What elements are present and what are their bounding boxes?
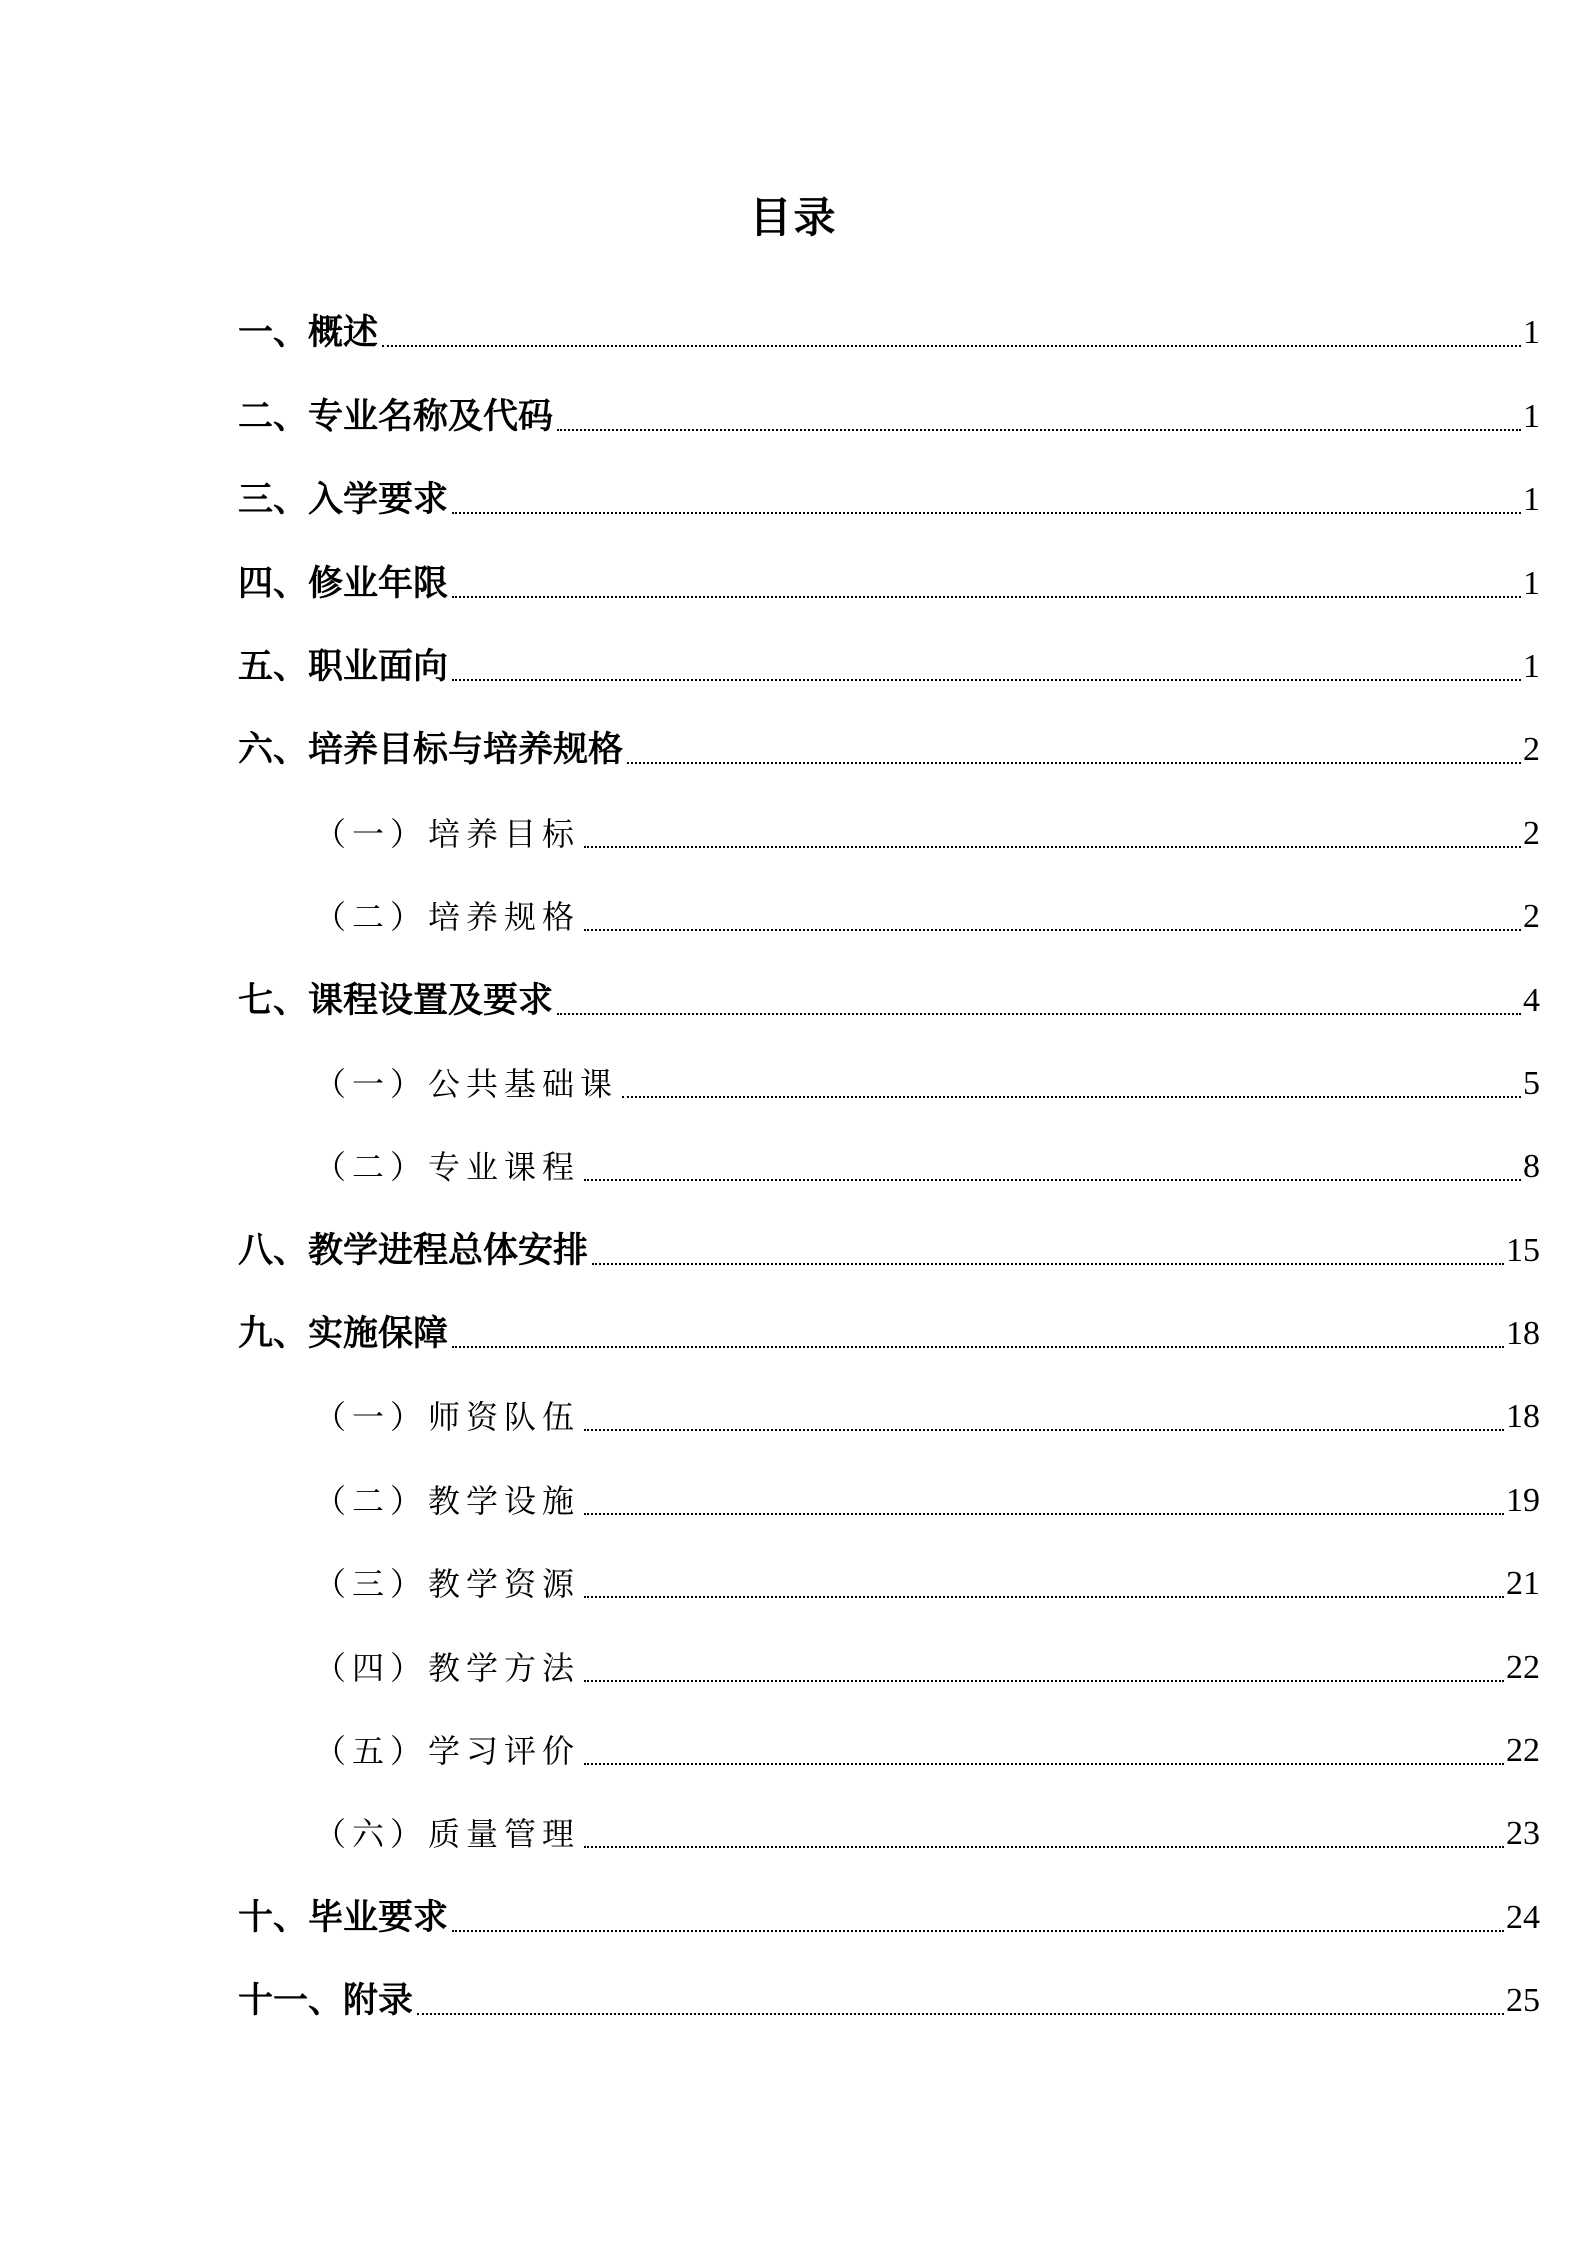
toc-entry-page-number: 24 <box>1506 1898 1540 1936</box>
toc-subentry-label: （三）教学资源 <box>314 1565 581 1604</box>
toc-entry-label: 七、课程设置及要求 <box>238 980 554 1021</box>
toc-subentry-page-number: 8 <box>1523 1148 1540 1186</box>
dot-leader <box>452 596 1521 598</box>
toc-subentry[interactable] <box>238 1622 1540 1705</box>
toc-entry-label: 五、职业面向 <box>238 646 449 687</box>
toc-subentry[interactable] <box>238 1706 1540 1789</box>
toc-subentry-page-number: 18 <box>1506 1398 1540 1436</box>
dot-leader <box>584 1513 1504 1515</box>
toc-subentry-label: （一）师资队伍 <box>314 1398 581 1437</box>
toc-subentry[interactable] <box>238 1539 1540 1622</box>
toc-subentry-label: （二）教学设施 <box>314 1481 581 1520</box>
dot-leader <box>584 846 1521 848</box>
toc-entry-label: 一、概述 <box>238 313 379 354</box>
toc-subentry[interactable] <box>238 872 1540 955</box>
dot-leader <box>452 1930 1504 1932</box>
toc-subentry-label: （一）公共基础课 <box>314 1064 619 1103</box>
page-title: 目录 <box>749 193 838 242</box>
toc-entry-label: 三、入学要求 <box>238 480 449 521</box>
dot-leader <box>584 929 1521 931</box>
toc-entry-page-number: 1 <box>1523 481 1540 519</box>
toc-entry[interactable] <box>238 622 1540 705</box>
dot-leader <box>452 679 1521 681</box>
toc-entry[interactable] <box>238 1956 1540 2039</box>
dot-leader <box>584 1179 1521 1181</box>
dot-leader <box>557 1013 1521 1015</box>
toc-subentry-page-number: 2 <box>1523 898 1540 936</box>
toc-entry-page-number: 1 <box>1523 397 1540 435</box>
toc-subentry-page-number: 22 <box>1506 1732 1540 1770</box>
toc-entry-page-number: 1 <box>1523 647 1540 685</box>
toc-subentry-page-number: 22 <box>1506 1648 1540 1686</box>
toc-subentry-label: （六）质量管理 <box>314 1815 581 1854</box>
dot-leader <box>557 429 1521 431</box>
table-of-contents <box>238 288 1540 2039</box>
toc-entry-label: 十一、附录 <box>238 1981 414 2022</box>
toc-subentry-label: （二）培养规格 <box>314 898 581 937</box>
dot-leader <box>584 1596 1504 1598</box>
toc-entry[interactable] <box>238 538 1540 621</box>
toc-subentry[interactable] <box>238 788 1540 871</box>
toc-entry-page-number: 2 <box>1523 731 1540 769</box>
toc-subentry[interactable] <box>238 1455 1540 1538</box>
toc-entry-label: 二、专业名称及代码 <box>238 396 554 437</box>
toc-subentry-page-number: 23 <box>1506 1815 1540 1853</box>
dot-leader <box>417 2013 1504 2015</box>
toc-subentry-page-number: 19 <box>1506 1481 1540 1519</box>
toc-entry[interactable] <box>238 1289 1540 1372</box>
toc-subentry-label: （一）培养目标 <box>314 814 581 853</box>
dot-leader <box>452 512 1521 514</box>
dot-leader <box>627 762 1521 764</box>
toc-subentry[interactable] <box>238 1372 1540 1455</box>
dot-leader <box>452 1346 1504 1348</box>
toc-entry-page-number: 15 <box>1506 1231 1540 1269</box>
toc-subentry-label: （四）教学方法 <box>314 1648 581 1687</box>
toc-entry-page-number: 1 <box>1523 564 1540 602</box>
toc-entry-label: 九、实施保障 <box>238 1314 449 1355</box>
toc-entry[interactable] <box>238 955 1540 1038</box>
toc-entry[interactable] <box>238 371 1540 454</box>
toc-entry[interactable] <box>238 455 1540 538</box>
toc-subentry[interactable] <box>238 1789 1540 1872</box>
toc-entry-label: 四、修业年限 <box>238 563 449 604</box>
toc-entry-page-number: 25 <box>1506 1982 1540 2020</box>
toc-subentry-label: （二）专业课程 <box>314 1148 581 1187</box>
toc-entry-label: 六、培养目标与培养规格 <box>238 730 624 771</box>
toc-subentry-page-number: 21 <box>1506 1565 1540 1603</box>
dot-leader <box>592 1263 1504 1265</box>
dot-leader <box>584 1429 1504 1431</box>
toc-entry-label: 十、毕业要求 <box>238 1897 449 1938</box>
dot-leader <box>584 1846 1504 1848</box>
toc-subentry[interactable] <box>238 1122 1540 1205</box>
toc-entry[interactable] <box>238 705 1540 788</box>
toc-entry-page-number: 18 <box>1506 1315 1540 1353</box>
dot-leader <box>584 1763 1504 1765</box>
dot-leader <box>584 1680 1504 1682</box>
toc-entry[interactable] <box>238 1205 1540 1288</box>
toc-subentry-label: （五）学习评价 <box>314 1732 581 1771</box>
toc-entry[interactable] <box>238 288 1540 371</box>
toc-entry-page-number: 1 <box>1523 314 1540 352</box>
toc-subentry-page-number: 2 <box>1523 814 1540 852</box>
toc-entry-label: 八、教学进程总体安排 <box>238 1230 589 1271</box>
toc-entry-page-number: 4 <box>1523 981 1540 1019</box>
dot-leader <box>622 1096 1521 1098</box>
dot-leader <box>382 345 1521 347</box>
toc-subentry[interactable] <box>238 1039 1540 1122</box>
toc-entry[interactable] <box>238 1872 1540 1955</box>
toc-subentry-page-number: 5 <box>1523 1064 1540 1102</box>
